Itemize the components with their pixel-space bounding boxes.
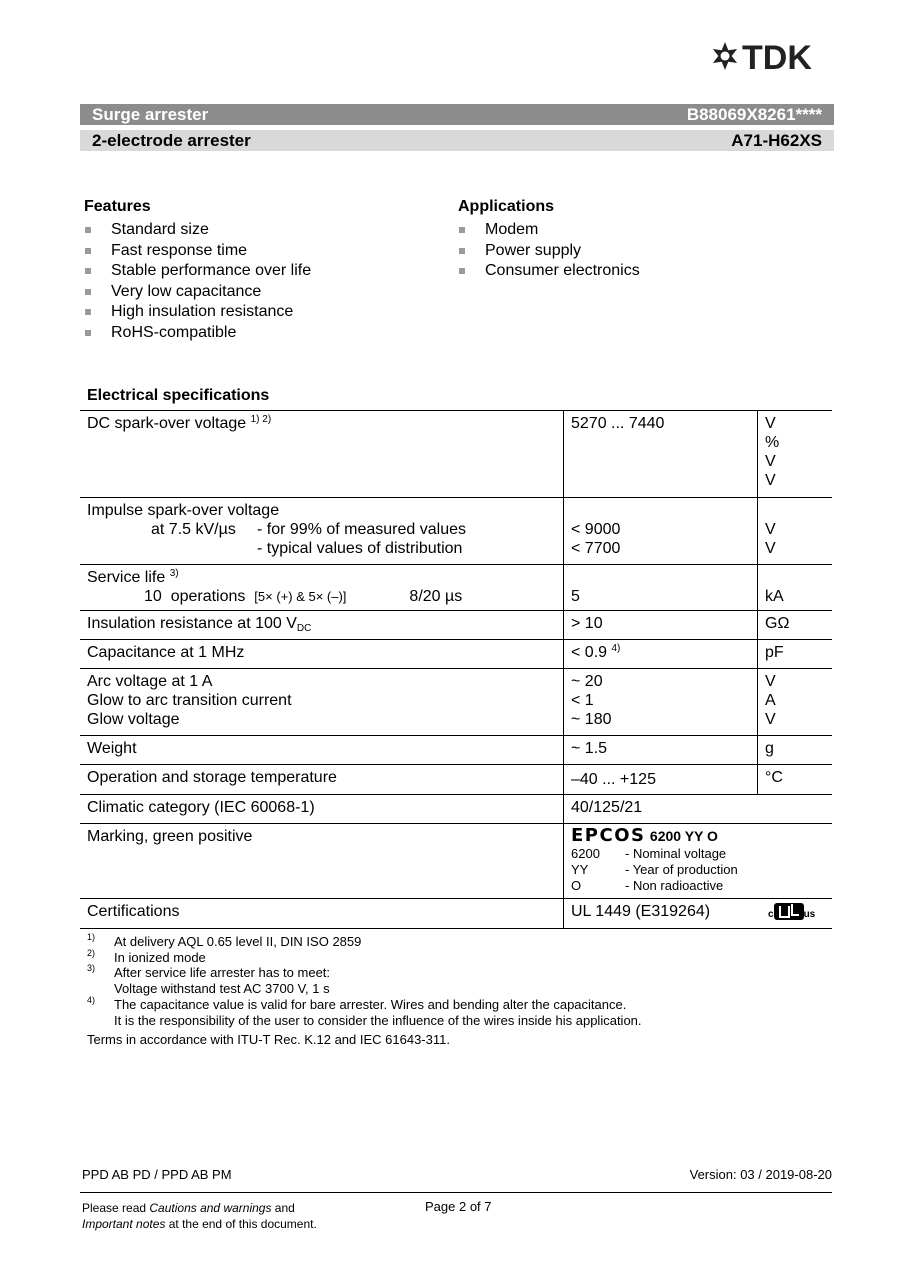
service-life-label: Service life	[87, 569, 166, 586]
ul-mark-icon	[768, 903, 815, 924]
glow-transition-unit: A	[765, 692, 776, 709]
service-life-operations: operations	[170, 588, 246, 605]
model-code: A71-H62XS	[731, 130, 822, 150]
table-row	[80, 411, 832, 498]
dc-spark-label: DC spark-over voltage	[87, 415, 247, 432]
impulse-line1: - for 99% of measured values	[257, 521, 466, 538]
table-row	[80, 565, 832, 611]
marking-desc: - Year of production	[625, 862, 738, 877]
marking-key: YY	[571, 862, 589, 877]
temperature-unit: °C	[758, 765, 833, 795]
table-row	[80, 899, 832, 929]
glow-voltage-value: ~ 180	[571, 711, 612, 728]
list-item: Fast response time	[84, 241, 311, 262]
table-row	[80, 795, 832, 824]
glow-voltage-unit: V	[765, 711, 776, 728]
impulse-label: Impulse spark-over voltage	[87, 502, 280, 519]
marking-desc: - Nominal voltage	[625, 846, 727, 861]
footnote-1: 1) At delivery AQL 0.65 level II, DIN ISO 2859	[87, 932, 362, 949]
arc-label: Arc voltage at 1 A	[87, 673, 213, 690]
weight-label: Weight	[80, 736, 564, 765]
table-row	[80, 736, 832, 765]
list-item: Consumer electronics	[458, 261, 640, 282]
table-row	[80, 498, 832, 565]
epcos-logo: EPCOS	[571, 825, 646, 846]
footnote-3: 3) After service life arrester has to meet:	[87, 963, 331, 980]
marking-label: Marking, green positive	[80, 824, 564, 899]
features-title: Features	[84, 198, 151, 215]
product-name: Surge arrester	[92, 104, 209, 124]
applications-list	[458, 220, 640, 282]
service-life-polarity: [5× (+) & 5× (–)]	[254, 589, 347, 604]
dc-spark-unit: V	[765, 415, 776, 432]
marking-desc: - Non radioactive	[625, 878, 724, 893]
list-item: Very low capacitance	[84, 282, 311, 303]
list-item: RoHS-compatible	[84, 323, 311, 344]
insulation-label: Insulation resistance at 100 V	[87, 615, 297, 632]
service-life-unit: kA	[758, 565, 833, 611]
table-row	[80, 640, 832, 669]
footer-version: Version: 03 / 2019-08-20	[689, 1167, 832, 1182]
dc-spark-value: 5270 ... 7440	[564, 411, 758, 498]
dc-spark-unit: %	[765, 434, 780, 451]
table-row	[80, 765, 832, 795]
insulation-unit: GΩ	[758, 611, 833, 640]
header-bar-type	[80, 130, 834, 151]
table-row	[80, 824, 832, 899]
glow-transition-label: Glow to arc transition current	[87, 692, 292, 709]
footnote-2: 2) In ionized mode	[87, 948, 206, 965]
page-number: Page 2 of 7	[425, 1199, 492, 1214]
table-row	[80, 611, 832, 640]
dc-spark-unit: V	[765, 472, 776, 489]
certifications-label: Certifications	[80, 899, 564, 929]
list-item: High insulation resistance	[84, 302, 311, 323]
marking-code: 6200 YY O	[649, 828, 718, 844]
dc-spark-footnote: 1) 2)	[250, 414, 272, 425]
footnote-4-cont: It is the responsibility of the user to consider the influence of the wires inside his application.	[114, 1013, 642, 1028]
applications-title: Applications	[458, 198, 555, 215]
order-code: B88069X8261****	[686, 104, 822, 124]
temperature-value: –40 ... +125	[564, 765, 758, 795]
ul-mark-us: us	[803, 909, 816, 920]
impulse-unit1: V	[765, 521, 776, 538]
product-type: 2-electrode arrester	[92, 130, 251, 150]
footer-dept: PPD AB PD / PPD AB PM	[82, 1167, 232, 1182]
cautions-link: Cautions and warnings	[149, 1201, 272, 1215]
arc-unit: V	[765, 673, 776, 690]
applications-section	[458, 198, 640, 282]
glow-voltage-label: Glow voltage	[87, 711, 180, 728]
weight-unit: g	[758, 736, 833, 765]
features-section	[84, 198, 311, 343]
capacitance-label: Capacitance at 1 MHz	[80, 640, 564, 669]
marking-key: 6200	[571, 846, 600, 861]
temperature-label: Operation and storage temperature	[80, 765, 564, 795]
impulse-line2: - typical values of distribution	[257, 540, 463, 557]
footnote-4: 4) The capacitance value is valid for bare arrester. Wires and bending alter the capacitance.	[87, 995, 627, 1012]
service-life-footnote: 3)	[169, 568, 179, 579]
spec-table	[80, 410, 832, 929]
ul-mark-c: c	[768, 909, 774, 920]
logo-text: TDK	[742, 40, 812, 72]
climatic-value: 40/125/21	[564, 795, 833, 824]
table-row	[80, 669, 832, 736]
important-notes-link: Important notes	[82, 1217, 166, 1231]
climatic-label: Climatic category (IEC 60068-1)	[80, 795, 564, 824]
insulation-sub: DC	[296, 623, 312, 634]
terms-note: Terms in accordance with ITU-T Rec. K.12 and IEC 61643-311.	[87, 1032, 450, 1047]
footer-divider	[80, 1192, 832, 1193]
capacitance-value: < 0.9	[571, 644, 608, 661]
features-list	[84, 220, 311, 343]
header-bar-product	[80, 104, 834, 125]
service-life-count: 10	[144, 588, 162, 605]
list-item: Standard size	[84, 220, 311, 241]
certifications-value: UL 1449 (E319264)	[571, 903, 711, 920]
footnote-3-cont: Voltage withstand test AC 3700 V, 1 s	[114, 981, 330, 996]
service-life-value: 5	[564, 565, 758, 611]
impulse-unit2: V	[765, 540, 776, 557]
list-item: Power supply	[458, 241, 640, 262]
impulse-rate: at 7.5 kV/µs	[151, 521, 236, 538]
list-item: Modem	[458, 220, 640, 241]
insulation-value: > 10	[564, 611, 758, 640]
impulse-value1: < 9000	[571, 521, 621, 538]
marking-key: O	[571, 878, 582, 893]
dc-spark-unit: V	[765, 453, 776, 470]
arc-value: ~ 20	[571, 673, 603, 690]
glow-transition-value: < 1	[571, 692, 594, 709]
list-item: Stable performance over life	[84, 261, 311, 282]
tdk-logo	[710, 40, 836, 72]
capacitance-unit: pF	[758, 640, 833, 669]
weight-value: ~ 1.5	[564, 736, 758, 765]
capacitance-footnote: 4)	[611, 643, 621, 654]
impulse-value2: < 7700	[571, 540, 621, 557]
service-life-waveform: 8/20 µs	[409, 588, 463, 605]
specs-title: Electrical specifications	[87, 387, 270, 404]
footer-note: Please read Cautions and warnings and Important notes at the end of this document.	[82, 1201, 317, 1231]
